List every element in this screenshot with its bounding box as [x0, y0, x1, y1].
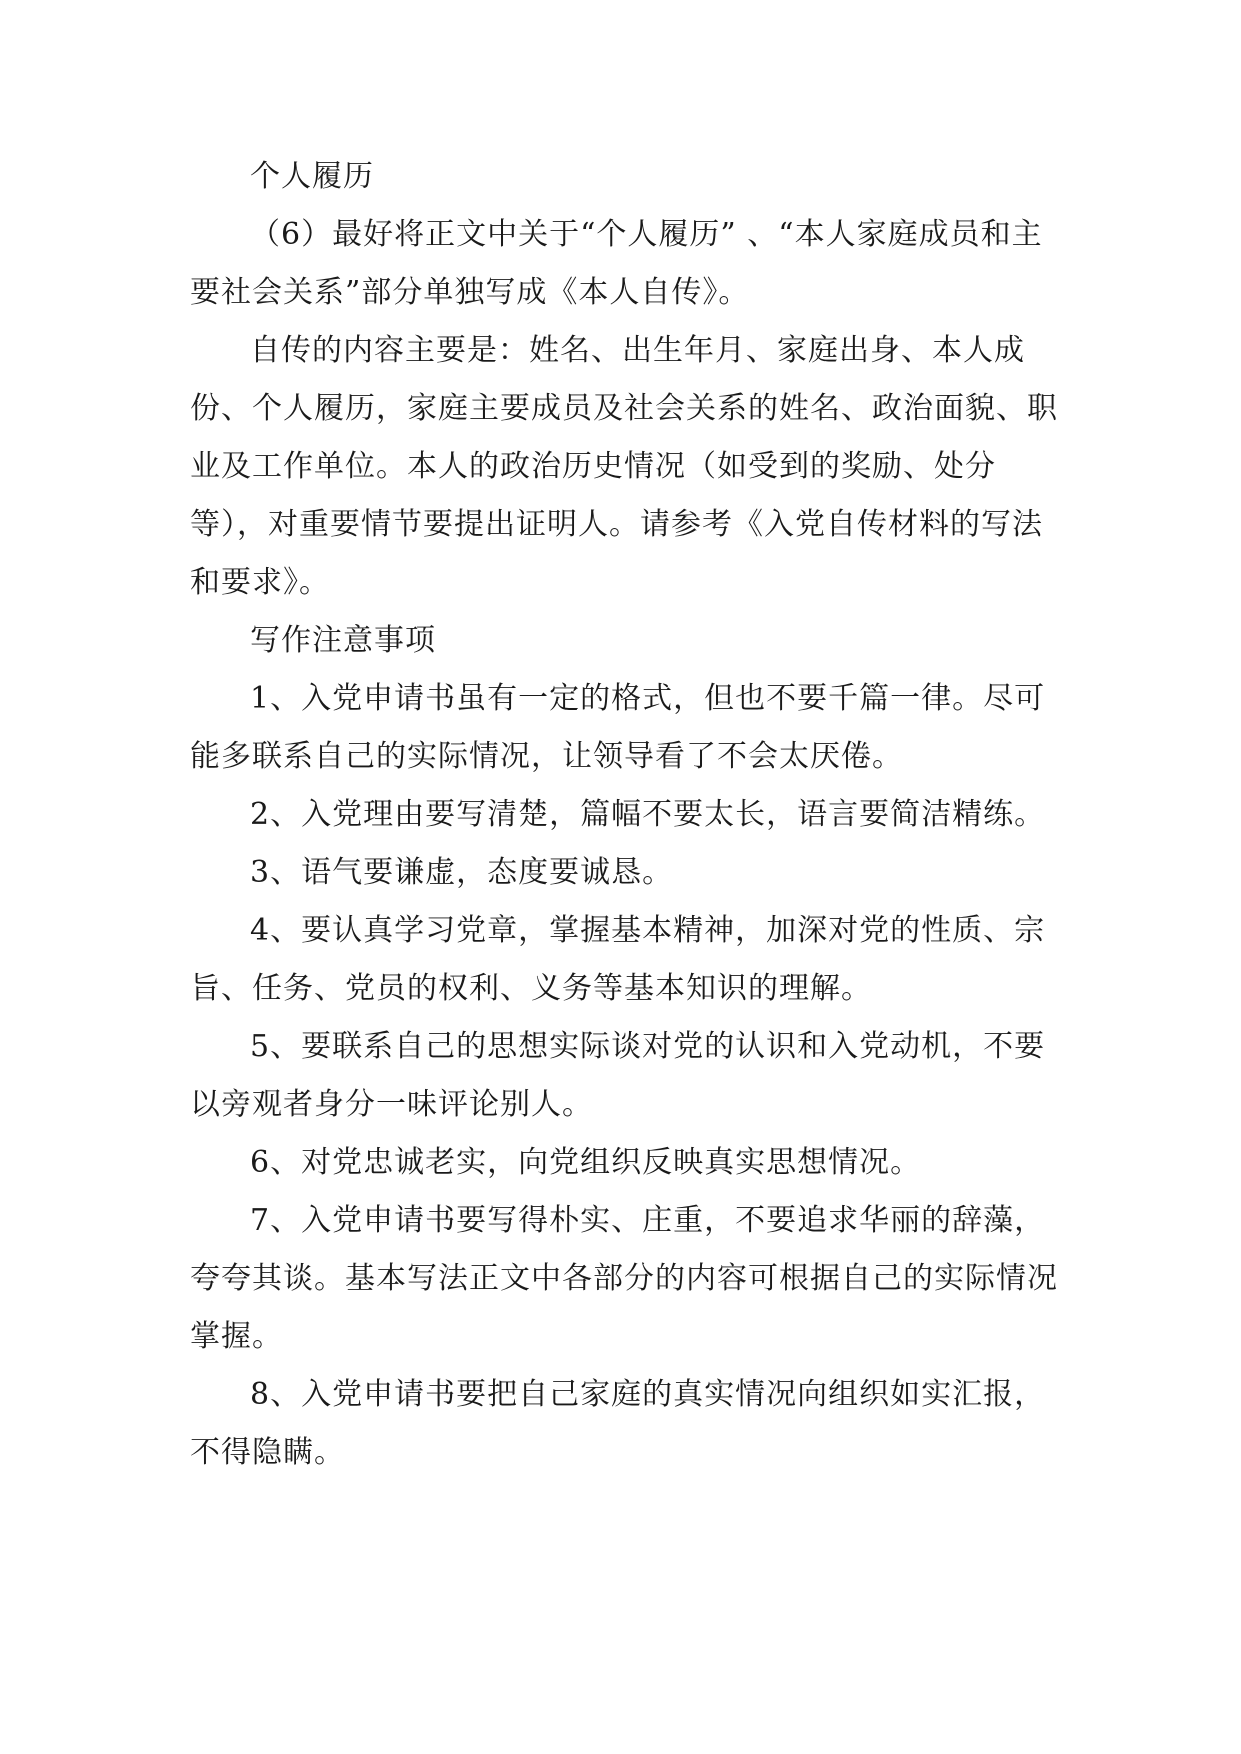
list-item-note-5: 5、要联系自己的思想实际谈对党的认识和入党动机，不要以旁观者身分一味评论别人。: [190, 1029, 1046, 1122]
list-item-note-1: 1、入党申请书虽有一定的格式，但也不要千篇一律。尽可能多联系自己的实际情况，让领导看了不会太厌倦。: [190, 681, 1046, 774]
list-item-note-8: 8、入党申请书要把自己家庭的真实情况向组织如实汇报，不得隐瞒。: [190, 1377, 1046, 1470]
paragraph-autobiography-note: （6）最好将正文中关于“个人履历” 、“本人家庭成员和主要社会关系”部分单独写成《本人自传》。: [190, 217, 1043, 310]
list-item-note-2: 2、入党理由要写清楚，篇幅不要太长，语言要简洁精练。: [250, 797, 1046, 832]
paragraph-autobiography-content: 自传的内容主要是：姓名、出生年月、家庭出身、本人成份、个人履历，家庭主要成员及社会关系的姓名、政治面貌、职业及工作单位。本人的政治历史情况（如受到的奖励、处分等），对重要情节要提出证明人。请参考《入党自传材料的写法和要求》。: [190, 333, 1058, 600]
list-item-note-6: 6、对党忠诚老实，向党组织反映真实思想情况。: [250, 1145, 922, 1180]
document-body: [190, 148, 1060, 1482]
list-item-note-7: 7、入党申请书要写得朴实、庄重，不要追求华丽的辞藻，夸夸其谈。基本写法正文中各部分的内容可根据自己的实际情况掌握。: [190, 1203, 1058, 1354]
paragraph-heading-personal-history: 个人履历: [250, 159, 374, 194]
paragraph-heading-writing-notes: 写作注意事项: [250, 623, 436, 658]
list-item-note-4: 4、要认真学习党章，掌握基本精神，加深对党的性质、宗旨、任务、党员的权利、义务等基本知识的理解。: [190, 913, 1046, 1006]
list-item-note-3: 3、语气要谦虚，态度要诚恳。: [250, 855, 674, 890]
